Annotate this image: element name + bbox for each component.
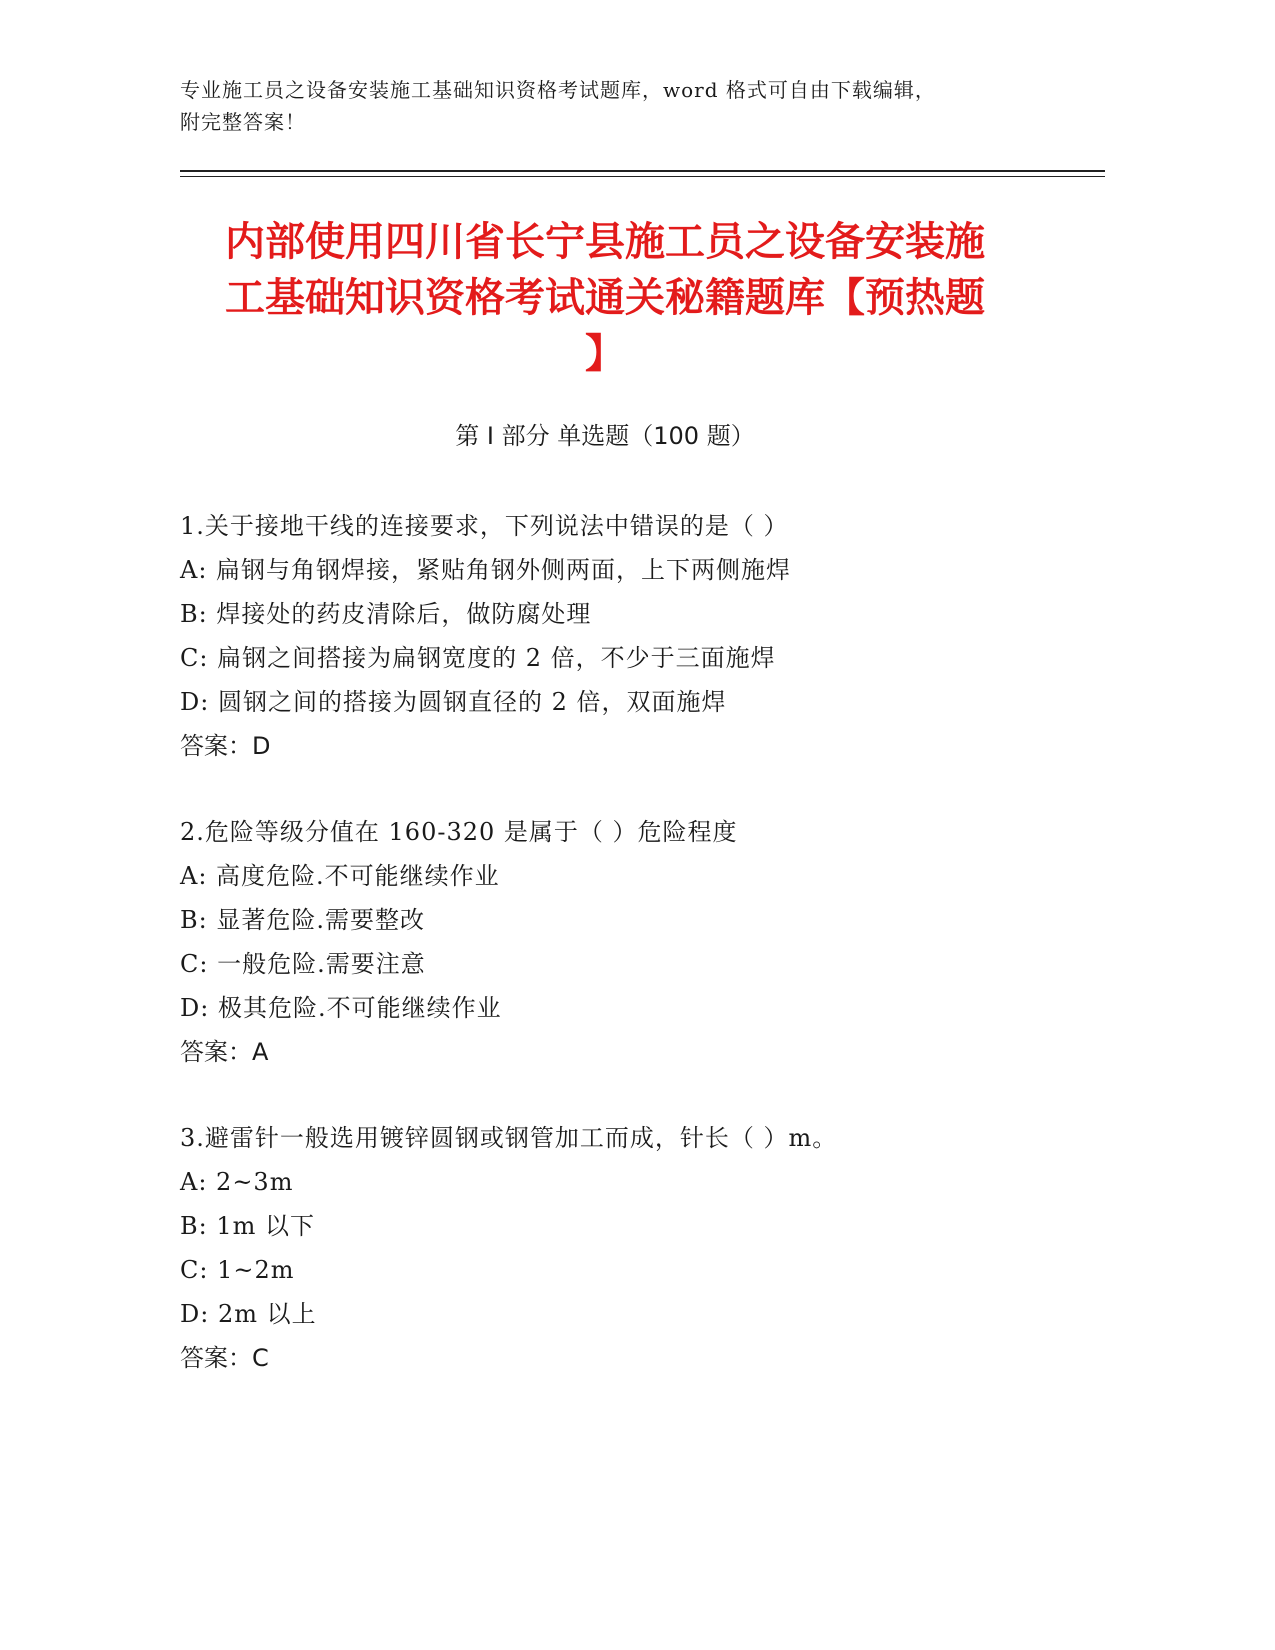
title-line-2: 工基础知识资格考试通关秘籍题库【预热题	[225, 275, 985, 321]
option-c: C: 一般危险.需要注意	[180, 950, 426, 978]
header-note-line-1: 专业施工员之设备安装施工基础知识资格考试题库，word 格式可自由下载编辑，	[180, 78, 936, 102]
option-b: B: 焊接处的药皮清除后，做防腐处理	[180, 600, 592, 628]
title-line-3: 】	[585, 331, 625, 377]
header-divider-thin	[180, 176, 1105, 177]
header-divider-thick	[180, 170, 1105, 172]
option-a: A: 扁钢与角钢焊接，紧贴角钢外侧两面，上下两侧施焊	[180, 556, 792, 584]
option-c: C: 扁钢之间搭接为扁钢宽度的 2 倍，不少于三面施焊	[180, 644, 776, 672]
question-item	[180, 810, 1100, 1074]
document-header-note	[180, 74, 1060, 138]
section-heading: 第 I 部分 单选题（100 题）	[455, 422, 755, 450]
question-item	[180, 1116, 1100, 1380]
option-d: D: 圆钢之间的搭接为圆钢直径的 2 倍，双面施焊	[180, 688, 727, 716]
option-d: D: 极其危险.不可能继续作业	[180, 994, 502, 1022]
option-c: C: 1~2m	[180, 1256, 295, 1284]
header-note-line-2: 附完整答案！	[180, 110, 306, 134]
question-stem: 3.避雷针一般选用镀锌圆钢或钢管加工而成，针长（ ）m。	[180, 1124, 838, 1152]
title-line-1: 内部使用四川省长宁县施工员之设备安装施	[225, 219, 985, 265]
question-list	[180, 504, 1100, 1422]
question-stem: 1.关于接地干线的连接要求，下列说法中错误的是（ ）	[180, 512, 789, 540]
answer-line: 答案：D	[180, 732, 271, 760]
question-item	[180, 504, 1100, 768]
option-b: B: 1m 以下	[180, 1212, 316, 1240]
answer-line: 答案：C	[180, 1344, 269, 1372]
option-b: B: 显著危险.需要整改	[180, 906, 425, 934]
document-title	[180, 214, 1030, 382]
answer-line: 答案：A	[180, 1038, 269, 1066]
question-stem: 2.危险等级分值在 160-320 是属于（ ）危险程度	[180, 818, 738, 846]
option-a: A: 2~3m	[180, 1168, 294, 1196]
option-d: D: 2m 以上	[180, 1300, 317, 1328]
option-a: A: 高度危险.不可能继续作业	[180, 862, 500, 890]
